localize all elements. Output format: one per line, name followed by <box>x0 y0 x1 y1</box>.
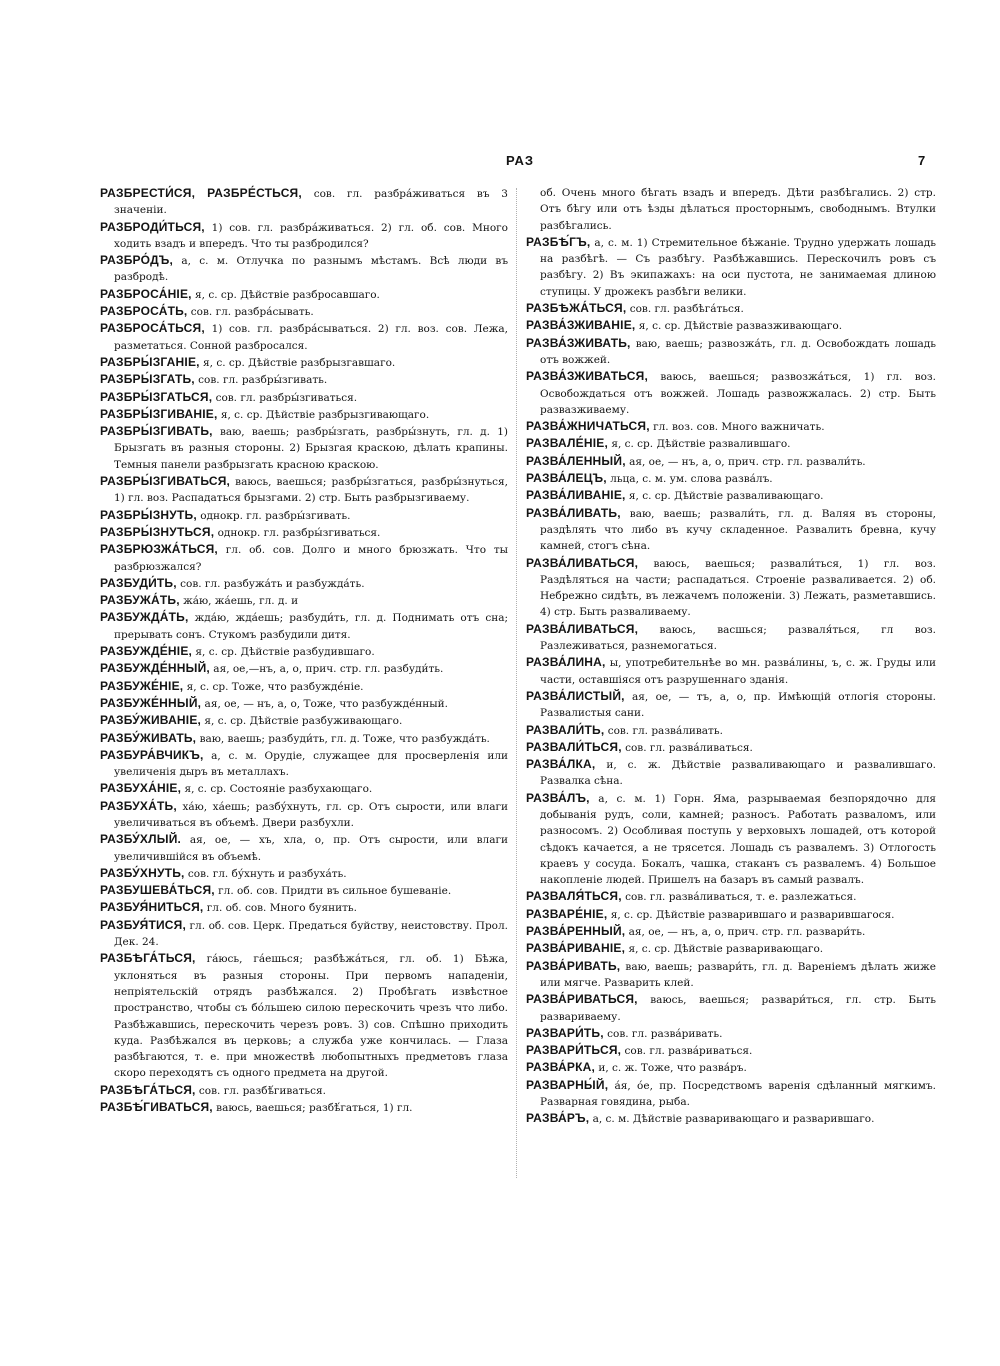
entry-headword: РАЗВА́ЛЕННЫЙ, <box>526 453 626 468</box>
running-head: РАЗ <box>506 153 535 168</box>
entry-headword: РАЗБРЫ́ЗГИВАТЬ, <box>100 424 213 439</box>
dictionary-entry <box>526 958 936 992</box>
entry-definition: гл. об. сов. Придти въ сильное бушеваніе. <box>214 885 452 898</box>
entry-definition: 1) сов. гл. разбра́живаться. 2) гл. об. сов. Много ходить взадъ и впередъ. Что ты разбродился? <box>114 221 508 250</box>
dictionary-entry <box>100 185 508 219</box>
entry-headword: РАЗБРЫ́ЗГИВАНІЕ, <box>100 406 218 421</box>
entry-headword: РАЗБѢ́ГЪ, <box>526 234 591 249</box>
entry-headword: РАЗБРЕСТИ́СЯ, РАЗБРЕ́СТЬСЯ, <box>100 186 302 200</box>
dictionary-entry <box>526 756 936 790</box>
entry-definition: ваюсь, ваешься; развали́ться, 1) гл. воз. Раздѣляться на части; распадаться. Строеніе разваливается. 2) об. Небрежно сидѣть, въ лежачемъ положеніи. 3) Лежать, разметавшись. 4) стр. Быть разваливаему. <box>540 557 936 619</box>
dictionary-entry <box>526 888 936 905</box>
dictionary-entry <box>100 831 508 865</box>
entry-definition: ваюсь, васшься; разваля́ться, гл воз. Разлеживаться, разнемогаться. <box>540 623 936 653</box>
entry-definition: ая, ое, — тъ, а, о, пр. Имѣющій отлогія стороны. Развалистыя сани. <box>540 690 936 720</box>
dictionary-entry <box>526 234 936 300</box>
entry-headword: РАЗБРОСА́ТЬСЯ, <box>100 321 205 336</box>
entry-definition: сов. гл. разва́ливаться. <box>621 741 753 754</box>
dictionary-entry <box>100 541 508 575</box>
entry-headword: РАЗВА́РИВАТЬСЯ, <box>526 992 638 1007</box>
dictionary-entry <box>526 368 936 418</box>
entry-definition: гл. об. сов. Много буянить. <box>203 902 357 915</box>
entry-headword: РАЗВАРИ́ТЬ, <box>526 1025 604 1040</box>
entry-definition: ваю, ваешь; разбры́згать, разбры́знуть, гл. д. 1) Брызгать въ разныя стороны. 2) Брызгая краскою, дѣлать крапины. Темныя панели разбрызгать красною краскою. <box>114 426 508 471</box>
entry-definition: ая, ое, — нъ, а, о, прич. стр. гл. развари́ть. <box>625 926 866 939</box>
entry-headword: РАЗБРЮЗЖА́ТЬСЯ, <box>100 542 218 557</box>
dictionary-entry <box>526 940 936 957</box>
right-column <box>526 185 936 1128</box>
entry-definition: гл. воз. сов. Много важничать. <box>649 421 825 434</box>
entry-headword: РАЗВА́ЛЪ, <box>526 790 590 805</box>
entry-headword: РАЗВА́ЛИСТЫЙ, <box>526 688 625 703</box>
dictionary-entry <box>526 470 936 487</box>
entry-headword: РАЗБУ́ХНУТЬ, <box>100 865 185 880</box>
entry-definition: я, с. ср. Дѣйствіе развазживающаго. <box>635 320 843 333</box>
entry-definition: гл. об. сов. Церк. Предаться буйству, неистовству. Прол. Дек. 24. <box>114 919 508 949</box>
dictionary-entry <box>100 882 508 899</box>
entry-definition: я, с. ср. Состояніе разбухающаго. <box>181 783 373 796</box>
dictionary-entry <box>526 790 936 889</box>
entry-headword: РАЗВА́РИВАНІЕ, <box>526 941 626 956</box>
entry-headword: РАЗБУРА́ВЧИКЪ, <box>100 747 204 762</box>
dictionary-entry <box>526 1025 936 1042</box>
dictionary-entry <box>100 473 508 507</box>
entry-definition: сов. гл. разва́ливаться, т. е. разлежаться. <box>621 891 857 904</box>
entry-headword: РАЗБРЫ́ЗГАНІЕ, <box>100 354 200 369</box>
entry-definition: ы, употребительнѣе во мн. разва́лины, ъ, с. ж. Груды или части, оставшіяся отъ разрушеннаго зданія. <box>540 657 936 686</box>
entry-headword: РАЗВАЛЯ́ТЬСЯ, <box>526 889 622 904</box>
dictionary-entry <box>100 899 508 916</box>
entry-definition: ая, ое,—нъ, а, о, прич. стр. гл. разбуди́ть. <box>209 663 444 676</box>
entry-headword: РАЗБУШЕВА́ТЬСЯ, <box>100 883 215 898</box>
dictionary-entry <box>100 1099 508 1116</box>
entry-definition: ваюсь, ваешься; развари́ться, гл. стр. Быть развариваему. <box>540 994 936 1023</box>
entry-definition: я, с. ср. Дѣйствіе разбудившаго. <box>192 646 375 659</box>
dictionary-entry <box>100 389 508 406</box>
entry-definition: а, с. м. 1) Горн. Яма, разрываемая безпорядочно для добыванія рудъ, соли, камней; разносъ. Работать разваломъ, или разносомъ. 2) Особливая поступь у верховыхъ лошадей, отъ которой сѣдокъ качается, а не трясется. Лошадь съ развалемъ. 3) Отлогость краевъ у сосуда. Бокалъ, чашка, стаканъ съ развалемъ. 4) Большое накопленіе людей. Пришелъ на базаръ въ самый развалъ. <box>540 792 936 887</box>
entry-definition: я, с. ср. Дѣйствіе развалившаго. <box>607 438 791 451</box>
dictionary-entry <box>100 423 508 473</box>
entry-headword: РАЗБРОСА́ТЬ, <box>100 304 188 319</box>
dictionary-entry <box>526 991 936 1025</box>
entry-definition: сов. гл. разва́ливать. <box>604 724 723 737</box>
dictionary-entry <box>526 1110 936 1127</box>
entry-definition: я, с. ср. Дѣйствіе разбрызгавшаго. <box>199 356 396 369</box>
entry-headword: РАЗБРОСА́НІЕ, <box>100 286 192 301</box>
dictionary-entry <box>526 688 936 722</box>
entry-definition: сов. гл. бу́хнуть и разбуха́ть. <box>184 867 347 880</box>
dictionary-entry <box>100 1082 508 1099</box>
dictionary-entry <box>100 917 508 951</box>
entry-definition: сов. гл. разбѣ́гиваться. <box>195 1084 326 1097</box>
entry-headword: РАЗБРЫ́ЗНУТЬСЯ, <box>100 524 215 539</box>
entry-definition: однокр. гл. разбры́згиваться. <box>214 526 381 539</box>
entry-definition: сов. гл. разбужа́ть и разбужда́ть. <box>176 577 365 590</box>
dictionary-entry <box>100 730 508 747</box>
entry-headword: РАЗБУЯ́ТИСЯ, <box>100 917 187 932</box>
entry-headword: РАЗБѢГА́ТЬСЯ, <box>100 1082 196 1097</box>
entry-definition: а, с. м. Дѣйствіе разваривающаго и разварившаго. <box>589 1113 875 1126</box>
entry-headword: РАЗВАРНЫ́Й, <box>526 1077 609 1092</box>
entry-headword: РАЗБѢГА́ТЬСЯ, <box>100 951 196 966</box>
entry-headword: РАЗВАРИ́ТЬСЯ, <box>526 1043 622 1058</box>
entry-headword: РАЗВА́РЕННЫЙ, <box>526 924 626 939</box>
dictionary-entry <box>100 320 508 354</box>
entry-definition: а́я, о́е, пр. Посредствомъ варенія сдѣланный мягкимъ. Разварная говядина, рыба. <box>540 1079 936 1109</box>
entry-definition: ая, ое, — нъ, а, о, Тоже, что разбужде́нный. <box>201 697 448 710</box>
dictionary-entry <box>526 1077 936 1111</box>
entry-definition: сов. гл. разбѣга́ться. <box>626 303 744 316</box>
entry-definition: ваю, ваешь; разбуди́ть, гл. д. Тоже, что разбужда́ть. <box>196 732 490 745</box>
entry-headword: РАЗБУЖА́ТЬ, <box>100 593 180 608</box>
dictionary-entry <box>100 219 508 253</box>
dictionary-entry <box>526 505 936 555</box>
entry-definition: ваюсь, ваешься; разбѣ́гаться, 1) гл. <box>212 1102 413 1115</box>
dictionary-entry <box>100 780 508 797</box>
entry-headword: РАЗВА́ЛЕЦЪ, <box>526 471 607 486</box>
entry-headword: РАЗВА́РКА, <box>526 1060 595 1075</box>
dictionary-entry <box>100 592 508 609</box>
dictionary-entry <box>100 303 508 320</box>
dictionary-entry <box>100 865 508 882</box>
entry-headword: РАЗВАЛИ́ТЬСЯ, <box>526 739 622 754</box>
entry-definition: ваю, ваешь; развозжа́ть, гл. д. Освобождать лошадь отъ вожжей. <box>540 337 936 366</box>
dictionary-entry <box>526 335 936 369</box>
entry-headword: РАЗВА́РЪ, <box>526 1111 590 1126</box>
dictionary-entry <box>100 643 508 660</box>
dictionary-entry <box>526 487 936 504</box>
entry-headword: РАЗБРОДИ́ТЬСЯ, <box>100 219 205 234</box>
entry-headword: РАЗВАРЕ́НІЕ, <box>526 906 608 921</box>
dictionary-entry <box>100 609 508 643</box>
page-number: 7 <box>918 153 926 168</box>
entry-headword: РАЗВА́ЗЖИВАТЬСЯ, <box>526 369 648 384</box>
dictionary-entry <box>526 923 936 940</box>
dictionary-entry <box>526 435 936 452</box>
entry-headword: РАЗБУЖДЕ́ННЫЙ, <box>100 661 210 676</box>
entry-definition: а, с. м. 1) Стремительное бѣжаніе. Трудно удержать лошадь на разбѣгѣ. — Съ разбѣгу. Разбѣжавшись. Перескочилъ ровъ съ разбѣгу. 2) Въ экипажахъ: на оси пустота, не занимаемая длиною ступицы. У дрожекъ разбѣги велики. <box>540 236 936 298</box>
dictionary-entry <box>526 300 936 317</box>
dictionary-entry <box>526 1042 936 1059</box>
page-header <box>0 153 1000 173</box>
entry-definition: ваю, ваешь; развари́ть, гл. д. Вареніемъ дѣлать жиже или мягче. Разварить клей. <box>540 960 936 989</box>
dictionary-entry <box>100 354 508 371</box>
entry-headword: РАЗВАЛИ́ТЬ, <box>526 722 605 737</box>
dictionary-entry <box>526 555 936 621</box>
dictionary-entry <box>526 906 936 923</box>
entry-headword: РАЗВА́ЗЖИВАНІЕ, <box>526 318 636 333</box>
entry-headword: РАЗБУЖЕ́НІЕ, <box>100 678 184 693</box>
column-divider <box>516 188 517 1178</box>
left-column <box>100 185 508 1116</box>
dictionary-entry <box>100 507 508 524</box>
entry-definition: а, с. м. Орудіе, служащее для просверленія или увеличенія дыръ въ металлахъ. <box>114 749 508 779</box>
entry-headword: РАЗБѢ́ГИВАТЬСЯ, <box>100 1100 213 1115</box>
entry-definition: я, с. ср. Дѣйствіе разбуживающаго. <box>201 715 403 728</box>
dictionary-entry <box>100 406 508 423</box>
entry-headword: РАЗВА́ЛИВАТЬ, <box>526 505 621 520</box>
entry-headword: РАЗБУЖДЕ́НІЕ, <box>100 644 193 659</box>
entry-headword: РАЗБУХА́ТЬ, <box>100 798 177 813</box>
entry-headword: РАЗБУ́ХЛЫЙ. <box>100 832 182 847</box>
entry-headword: РАЗБУ́ЖИВАНІЕ, <box>100 713 202 728</box>
entry-definition: сов. гл. разбры́згивать. <box>194 374 328 387</box>
dictionary-entry <box>526 185 936 234</box>
entry-headword: РАЗБРО́ДЪ, <box>100 253 174 268</box>
entry-definition: а, с. м. Отлучка по разнымъ мѣстамъ. Всѣ люди въ разбродѣ. <box>114 255 508 284</box>
entry-definition: сов. гл. разбра́сывать. <box>187 306 314 319</box>
entry-headword: РАЗВА́ЛИВАТЬСЯ, <box>526 555 639 570</box>
entry-headword: РАЗВА́ЗЖИВАТЬ, <box>526 335 631 350</box>
entry-definition: я, с. ср. Дѣйствіе разварившаго и разварившагося. <box>607 908 895 921</box>
dictionary-entry <box>526 722 936 739</box>
entry-definition: сов. гл. разбры́згиваться. <box>212 391 358 404</box>
entry-definition: га́юсь, га́ешься; разбѣжа́ться, гл. об. 1) Бѣжа, уклоняться въ разныя стороны. При первомъ нападеніи, непріятельскій отрядъ разбѣжался. 2) Пробѣгать извѣстное пространство, чтобы съ бо́льшею силою перескочить чрезъ что либо. Разбѣжавшись, перескочить черезъ ровъ. 3) сов. Спѣшно приходить куда. Разбѣжался въ церковь; а служба уже кончилась. — Глаза разбѣгаются, т. е. при множествѣ любопытныхъ предметовъ глаза скоро переходятъ съ одного предмета на другой. <box>114 953 508 1080</box>
entry-definition: я, с. ср. Дѣйствіе разбросавшаго. <box>191 288 380 301</box>
dictionary-entry <box>100 712 508 729</box>
dictionary-entry <box>100 371 508 388</box>
dictionary-entry <box>526 739 936 756</box>
entry-headword: РАЗВА́ЛИНА, <box>526 655 606 670</box>
entry-headword: РАЗБРЫ́ЗНУТЬ, <box>100 507 197 522</box>
entry-definition: я, с. ср. Дѣйствіе разваривающаго. <box>625 943 824 956</box>
entry-headword: РАЗБРЫ́ЗГАТЬСЯ, <box>100 389 213 404</box>
entry-definition: сов. гл. разва́риваться. <box>621 1045 753 1058</box>
dictionary-entry <box>526 654 936 688</box>
entry-headword: РАЗВА́ЛИВАНІЕ, <box>526 488 626 503</box>
entry-headword: РАЗБУЖЕ́ННЫЙ, <box>100 695 202 710</box>
entry-definition: сов. гл. разбра́живаться въ 3 значеніи. <box>114 188 508 217</box>
entry-headword: РАЗБУДИ́ТЬ, <box>100 575 177 590</box>
dictionary-entry <box>526 317 936 334</box>
entry-definition: и, с. ж. Тоже, что разва́ръ. <box>595 1062 747 1075</box>
entry-definition: об. Очень много бѣгать взадъ и впередъ. Дѣти разбѣгались. 2) стр. Отъ бѣгу или отъ ѣзды дѣлаться просторнымъ, свободнымъ. Втулки разбѣгались. <box>540 187 936 232</box>
entry-definition: жда́ю, жда́ешь; разбуди́ть, гл. д. Поднимать отъ сна; прерывать сонъ. Стукомъ разбудили дитя. <box>114 612 508 641</box>
dictionary-entry <box>526 1059 936 1076</box>
dictionary-entry <box>100 524 508 541</box>
dictionary-entry <box>100 798 508 832</box>
entry-headword: РАЗВА́РИВАТЬ, <box>526 958 621 973</box>
entry-headword: РАЗВА́ЛИВАТЬСЯ, <box>526 621 639 636</box>
entry-headword: РАЗБѢЖА́ТЬСЯ, <box>526 301 627 316</box>
dictionary-entry <box>526 621 936 655</box>
entry-definition: я, с. ср. Дѣйствіе разваливающаго. <box>625 490 824 503</box>
entry-definition: ха́ю, ха́ешь; разбу́хнуть, гл. ср. Отъ сырости, или влаги увеличиваться въ объемѣ. Двери разбухли. <box>114 800 508 829</box>
entry-headword: РАЗБУХА́НІЕ, <box>100 781 182 796</box>
entry-definition: и, с. ж. Дѣйствіе разваливающаго и развалившаго. Развалка сѣна. <box>540 759 936 788</box>
entry-headword: РАЗБУЯ́НИТЬСЯ, <box>100 900 204 915</box>
entry-definition: я, с. ср. Дѣйствіе разбрызгивающаго. <box>217 408 430 421</box>
entry-headword: РАЗБРЫ́ЗГАТЬ, <box>100 372 195 387</box>
entry-definition: однокр. гл. разбры́згивать. <box>196 509 351 522</box>
entry-definition: гл. об. сов. Долго и много брюзжать. Что ты разбрюзжался? <box>114 544 508 573</box>
dictionary-entry <box>100 747 508 781</box>
entry-definition: ая, ое, — нъ, а, о, прич. стр. гл. развали́ть. <box>625 455 866 468</box>
entry-headword: РАЗВАЛЕ́НІЕ, <box>526 436 608 451</box>
entry-definition: жа́ю, жа́ешь, гл. д. и <box>179 595 299 608</box>
entry-definition: ваюсь, ваешься; разбры́згаться, разбры́знуться, 1) гл. воз. Распадаться брызгами. 2) стр. Быть разбрызгиваему. <box>114 476 508 505</box>
entry-definition: я, с. ср. Тоже, что разбужде́ніе. <box>183 680 364 693</box>
entry-headword: РАЗБУЖДА́ТЬ, <box>100 610 189 625</box>
dictionary-entry <box>100 252 508 286</box>
dictionary-entry <box>100 286 508 303</box>
entry-headword: РАЗВА́ЛКА, <box>526 757 596 772</box>
dictionary-entry <box>526 418 936 435</box>
entry-definition: 1) сов. гл. разбра́сываться. 2) гл. воз. сов. Лежа, разметаться. Сонной разбросался. <box>114 323 508 352</box>
entry-definition: ваю, ваешь; развали́ть, гл. д. Валяя въ стороны, раздѣлять что либо въ кучу складенное. Развалить бревна, кучу камней, стогъ сѣна. <box>540 507 936 553</box>
dictionary-entry <box>526 453 936 470</box>
dictionary-entry <box>100 950 508 1081</box>
entry-definition: сов. гл. разва́ривать. <box>603 1027 723 1040</box>
dictionary-entry <box>100 695 508 712</box>
entry-definition: ваюсь, ваешься; развозжа́ться, 1) гл. воз. Освобождаться отъ вожжей. Лошадь развожжалась. 2) стр. Быть развазживаему. <box>540 371 936 416</box>
entry-headword: РАЗБУ́ЖИВАТЬ, <box>100 730 197 745</box>
entry-definition: льца, с. м. ум. слова разва́лъ. <box>606 473 773 486</box>
dictionary-entry <box>100 660 508 677</box>
entry-headword: РАЗВА́ЖНИЧАТЬСЯ, <box>526 419 650 434</box>
dictionary-entry <box>100 575 508 592</box>
dictionary-entry <box>100 678 508 695</box>
entry-headword: РАЗБРЫ́ЗГИВАТЬСЯ, <box>100 474 231 489</box>
entry-definition: ая, ое, — хъ, хла, о, пр. Отъ сырости, или влаги увеличившійся въ объемѣ. <box>114 834 508 863</box>
